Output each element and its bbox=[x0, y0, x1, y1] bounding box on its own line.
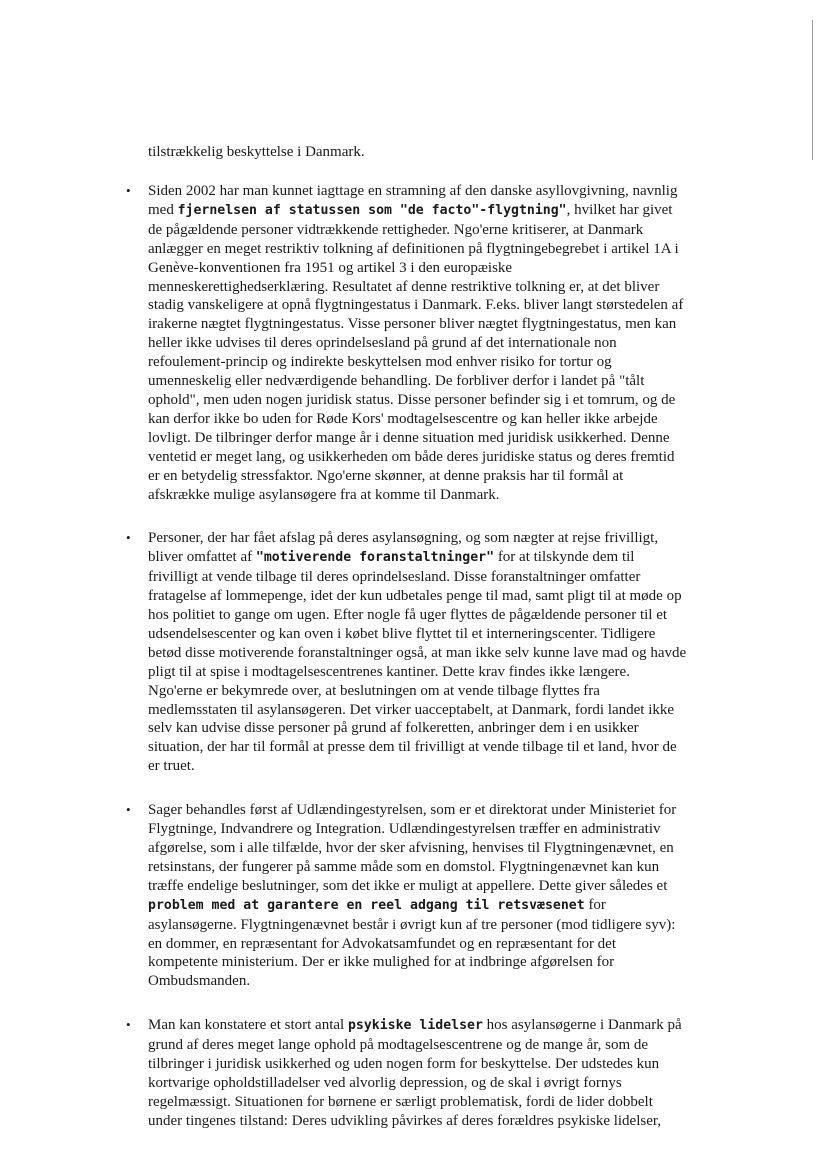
bullet-paragraph bbox=[126, 182, 688, 504]
body-text: Sager behandles først af Udlændingestyrelsen, som er et direktorat under Ministeriet for Flygtninge, Indvandrere og Integration. Udlændingestyrelsen træffer en administrativ afgørelse, som i alle tilfælde, hvor der sker afvisning, henvises til Flygtningenævnet, en retsinstans, der fungerer på samme måde som en domstol. Flygtningenævnet kan kun træffe endelige beslutninger, som det ikke er muligt at appellere. Dette giver således et bbox=[148, 802, 677, 894]
body-text: , hvilket har givet de pågældende personer vidtrækkende rettigheder. Ngo'erne kritiserer, at Danmark anlægger en meget restriktiv tolkning af definitionen på flygtningebegrebet i artikel 1A i Genève-konventionen fra 1951 og artikel 3 i den europæiske menneskerettighedserklæring. Resultatet af denne restriktive tolkning er, at det bliver stadig vanskeligere at opnå flygtningestatus i Danmark. F.eks. bliver langt størstedelen af irakerne nægtet flygtningestatus. Visse personer bliver nægtet flygtningestatus, men kan heller ikke udvises til deres oprindelsesland på grund af det internationale non refoulement-princip og indirekte beskyttelsen mod enhver risiko for tortur og umenneskelig eller nedværdigende behandling. De forbliver derfor i landet på "tålt ophold", men uden nogen juridisk status. Disse personer befinder sig i et tomrum, og de kan derfor ikke bo uden for Røde Kors' modtagelsescentre og kan heller ikke arbejde lovligt. De tilbringer derfor mange år i denne situation med juridisk usikkerhed. Denne ventetid er meget lang, og usikkerheden om både deres juridiske status og deres fremtid er en betydelig stressfaktor. Ngo'erne skønner, at denne praksis har til formål at afskrække mulige asylansøgere fra at komme til Danmark. bbox=[148, 201, 684, 503]
bullet-icon: • bbox=[126, 802, 131, 818]
bullet-list bbox=[126, 182, 688, 1131]
bullet-icon: • bbox=[126, 1017, 131, 1033]
emphasis-text: "motiverende foranstaltninger" bbox=[255, 550, 495, 566]
body-text: for at tilskynde dem til frivilligt at vende tilbage til deres oprindelsesland. Disse foranstaltninger omfatter fratagelse af lommepenge, idet der kun udbetales penge til mad, samt pligt til at møde op hos politiet to gange om ugen. Efter nogle få uger flyttes de pågældende personer til et udsendelsescenter og kan oven i købet blive flyttet til et interneringscenter. Tidligere betød disse motiverende foranstaltninger også, at man ikke selv kunne lave mad og havde pligt til at spise i modtagelsescentrenes kantiner. Dette krav findes ikke længere. Ngo'erne er bekymrede over, at beslutningen om at vende tilbage flyttes fra medlemsstaten til asylansøgeren. Det virker uacceptabelt, at Danmark, fordi landet ikke selv kan udvise disse personer på grund af folkeretten, anbringer dem i en usikker situation, der har til formål at presse dem til frivilligt at vende tilbage til et land, hvor de er truet. bbox=[148, 549, 687, 775]
text-body bbox=[126, 142, 688, 1156]
bullet-icon: • bbox=[126, 183, 131, 198]
body-text: Personer, der har fået afslag på deres asylansøgning, og som nægter at rejse frivilligt, bliver omfattet af bbox=[148, 530, 659, 566]
body-text: hos asylansøgerne i Danmark på grund af deres meget lange ophold på modtagelsescentrene og de mange år, som de tilbringer i juridisk usikkerhed og uden nogen form for beskyttelse. Der udstedes kun kortvarige opholdstilladelser ved alvorlig depression, og de skal i øvrigt fornys regelmæssigt. Situationen for børnene er særligt problematisk, fordi de lider dobbelt under tingenes tilstand: Deres udvikling påvirkes af deres forældres psykiske lidelser, bbox=[148, 1017, 682, 1129]
emphasis-text: psykiske lidelser bbox=[347, 1018, 483, 1034]
bullet-paragraph bbox=[126, 801, 688, 991]
bullet-paragraph bbox=[126, 529, 688, 776]
bullet-paragraph bbox=[126, 1016, 688, 1130]
body-text: Siden 2002 har man kunnet iagttage en stramning af den danske asyllovgivning, navnlig med bbox=[148, 183, 678, 218]
lead-paragraph: tilstrækkelig beskyttelse i Danmark. bbox=[148, 144, 365, 160]
bullet-icon: • bbox=[126, 530, 131, 546]
body-text: Man kan konstatere et stort antal bbox=[148, 1017, 348, 1034]
emphasis-text: fjernelsen af statussen som "de facto"-flygtning" bbox=[177, 202, 567, 218]
scan-edge-line bbox=[812, 20, 813, 160]
emphasis-text: problem med at garantere en reel adgang til retsvæsenet bbox=[148, 897, 585, 913]
body-text: for asylansøgerne. Flygtningenævnet består i øvrigt kun af tre personer (mod tidligere syv): en dommer, en repræsentant for Advokatsamfundet og en repræsentant for det kompetente ministerium. Der er ikke mulighed for at indbringe afgørelsen for Ombudsmanden. bbox=[148, 896, 676, 990]
